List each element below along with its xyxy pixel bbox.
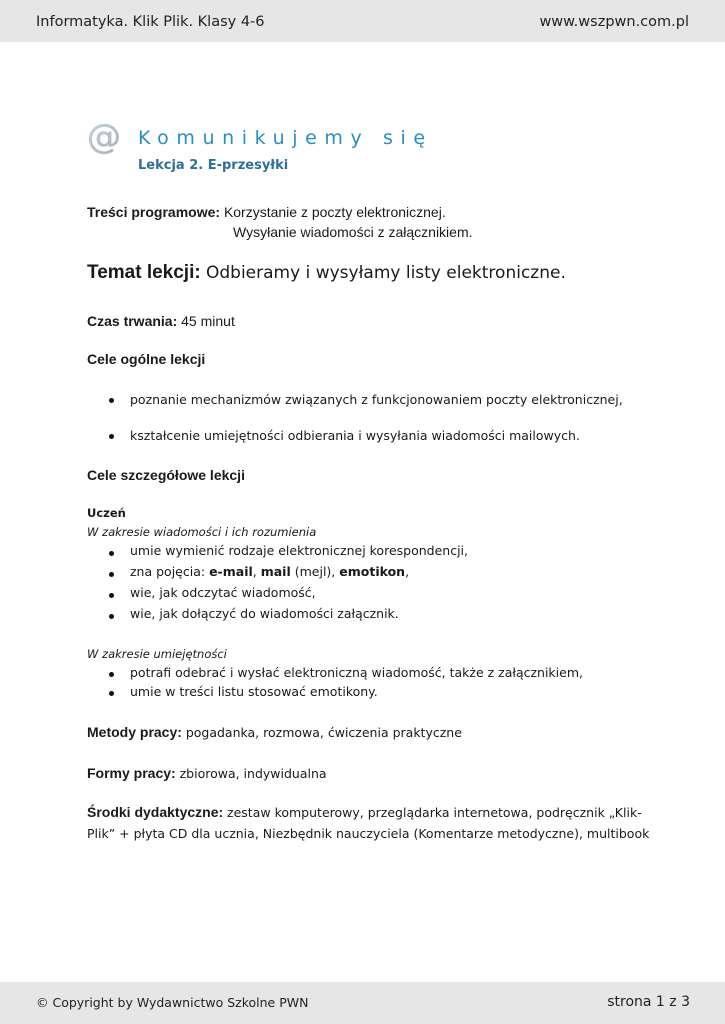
page-number: strona 1 z 3 <box>607 994 690 1010</box>
lesson-title: Komunikujemy się <box>138 127 433 149</box>
bullet-icon <box>109 691 114 696</box>
metody-line <box>87 724 462 740</box>
bullet-icon <box>109 572 114 577</box>
separator: , <box>252 564 261 579</box>
cele-ogolne-heading: Cele ogólne lekcji <box>87 351 206 367</box>
section1-list <box>107 543 468 627</box>
srodki-text1: zestaw komputerowy, przeglądarka internetowa, podręcznik „Klik- <box>227 805 642 820</box>
formy-text: zbiorowa, indywidualna <box>179 766 327 781</box>
svg-text:@: @ <box>87 118 121 157</box>
list-item <box>107 684 583 703</box>
term-mail: mail <box>260 564 291 579</box>
term-emotikon: emotikon <box>339 564 406 579</box>
list-item-text: umie w treści listu stosować emotikony. <box>130 684 378 699</box>
page-footer <box>0 982 725 1024</box>
tresci-item1: Korzystanie z poczty elektronicznej. <box>223 204 446 220</box>
list-item <box>107 606 468 627</box>
bullet-icon <box>109 551 114 556</box>
lesson-subtitle: Lekcja 2. E-przesyłki <box>138 158 289 173</box>
temat-text: Odbieramy i wysyłamy listy elektroniczne. <box>205 263 566 283</box>
list-item <box>107 585 468 606</box>
cele-szczegolowe-heading: Cele szczegółowe lekcji <box>87 467 245 483</box>
tresci-line1 <box>87 204 446 220</box>
bullet-icon <box>109 614 114 619</box>
formy-line <box>87 765 327 781</box>
list-item-text: potrafi odebrać i wysłać elektroniczną wiadomość, także z załącznikiem, <box>130 665 583 680</box>
metody-label: Metody pracy: <box>87 724 182 740</box>
temat-line <box>87 262 566 284</box>
term-mejl: (mejl), <box>290 564 340 579</box>
bullet-icon <box>109 434 114 439</box>
temat-label: Temat lekcji: <box>87 262 201 283</box>
list-item <box>107 392 623 410</box>
separator: , <box>405 564 410 579</box>
srodki-text2: Plik” + płyta CD dla ucznia, Niezbędnik nauczyciela (Komentarze metodyczne), multibook <box>87 826 650 841</box>
at-sign-icon <box>84 118 124 158</box>
bullet-icon <box>109 593 114 598</box>
list-item-text: kształcenie umiejętności odbierania i wysyłania wiadomości mailowych. <box>130 428 580 443</box>
header-title: Informatyka. Klik Plik. Klasy 4-6 <box>36 14 265 30</box>
term-email: e-mail <box>209 564 253 579</box>
bullet-icon <box>109 672 114 677</box>
metody-text: pogadanka, rozmowa, ćwiczenia praktyczne <box>185 725 462 740</box>
list-item <box>107 428 623 446</box>
list-item <box>107 543 468 564</box>
cele-ogolne-list <box>107 392 623 446</box>
uczen-label: Uczeń <box>87 506 126 520</box>
list-item-text: wie, jak dołączyć do wiadomości załącznik. <box>130 606 399 621</box>
srodki-label: Środki dydaktyczne: <box>87 804 224 820</box>
list-item-text: wie, jak odczytać wiadomość, <box>130 585 316 600</box>
formy-label: Formy pracy: <box>87 765 176 781</box>
section2-list <box>107 665 583 703</box>
section1-heading: W zakresie wiadomości i ich rozumienia <box>87 525 317 539</box>
page-header <box>0 0 725 42</box>
czas-line <box>87 313 235 329</box>
list-item-text: zna pojęcia: <box>130 564 210 579</box>
list-item-text: umie wymienić rodzaje elektronicznej korespondencji, <box>130 543 468 558</box>
header-url[interactable]: www.wszpwn.com.pl <box>539 14 689 30</box>
czas-value: 45 minut <box>181 313 235 329</box>
tresci-item2: Wysyłanie wiadomości z załącznikiem. <box>233 224 473 240</box>
srodki-line1 <box>87 804 642 820</box>
tresci-label: Treści programowe: <box>87 204 221 220</box>
bullet-icon <box>109 398 114 403</box>
list-item-text: poznanie mechanizmów związanych z funkcjonowaniem poczty elektronicznej, <box>130 392 623 407</box>
list-item <box>107 665 583 684</box>
czas-label: Czas trwania: <box>87 313 178 329</box>
section2-heading: W zakresie umiejętności <box>87 647 227 661</box>
footer-copyright: © Copyright by Wydawnictwo Szkolne PWN <box>36 995 309 1010</box>
list-item <box>107 564 468 585</box>
